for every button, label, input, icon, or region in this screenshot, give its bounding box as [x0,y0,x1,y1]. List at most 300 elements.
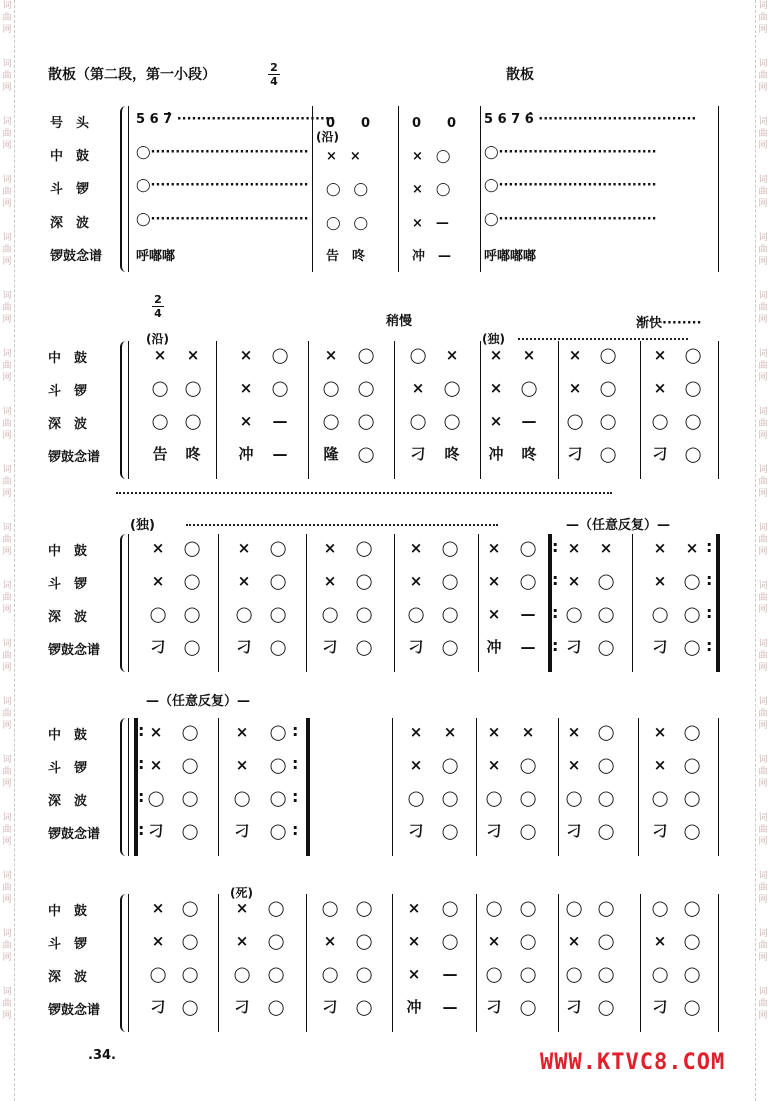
time-sig-bottom: 4 [270,75,278,88]
side-watermark-char: 词 [2,407,12,417]
notation-cell: × [487,539,501,557]
repeat-dots: : [292,721,299,740]
notation-cell: ◯ [441,572,459,590]
notation-cell: — [520,638,536,656]
barline [718,718,719,856]
side-watermark-char: 网 [758,547,768,557]
side-watermark-char: 曲 [2,593,12,603]
notation-cell: — [520,605,536,623]
side-watermark-char: 曲 [2,13,12,23]
notation-cell: ◯ [269,572,287,590]
notation-cell: 0 0 [412,116,457,131]
side-watermark-char: 网 [758,895,768,905]
notation-cell: × [149,723,163,741]
repeat-dots: : [292,820,299,839]
notation-cell: × [323,932,337,950]
time-sig-top: 2 [270,61,278,74]
instrument-label: 锣鼓念谱 [50,249,103,264]
instrument-label: 深 波 [48,610,88,625]
notation-cell: ◯ [441,932,459,950]
instrument-label: 中 鼓 [48,544,88,559]
notation-cell: ◯ [407,605,425,623]
side-watermark-char: 网 [2,431,12,441]
notation-cell: ◯ [651,789,669,807]
notation-cell: 刁 [236,638,252,656]
side-watermark-char: 词 [758,581,768,591]
notation-cell: — [442,965,458,983]
barline [718,894,719,1032]
barline [398,106,399,272]
side-watermark-char: 曲 [2,477,12,487]
side-watermark-char: 词 [2,465,12,475]
side-watermark-char: 网 [758,489,768,499]
instrument-label: 斗 锣 [48,384,88,399]
notation-cell: ◯ [441,789,459,807]
barline [632,534,633,672]
side-watermark-char: 网 [2,315,12,325]
notation-cell: ◯ [519,539,537,557]
notation-cell: ◯ [267,965,285,983]
notation-cell: × [407,932,421,950]
notation-cell: ◯ [151,379,169,397]
notation-cell: 5 6 7 6̂ ································ [484,112,697,127]
side-watermark-char: 网 [2,895,12,905]
instrument-label: 深 波 [50,216,90,231]
notation-cell: 咚 [185,445,201,463]
notation-cell: 告 咚 [326,249,366,264]
notation-cell: × [599,539,613,557]
notation-cell: ◯ [269,789,287,807]
side-watermark-left [0,0,15,1101]
barline [216,341,217,479]
notation-cell: ◯································ [484,178,657,193]
notation-cell: × [487,572,501,590]
notation-cell: ◯ [599,379,617,397]
notation-cell: 冲 [488,445,504,463]
barline [128,341,129,479]
notation-cell: ◯ [355,932,373,950]
notation-cell: ◯ [184,379,202,397]
notation-cell: ◯ [441,605,459,623]
notation-cell: × [487,723,501,741]
side-watermark-char: 词 [2,117,12,127]
side-watermark-char: 网 [758,779,768,789]
side-watermark-char: 曲 [2,129,12,139]
notation-cell: 刁 [566,638,582,656]
notation-cell: × [653,379,667,397]
dotted-line [186,524,498,526]
notation-cell: ◯ [684,346,702,364]
notation-cell: ◯ [597,789,615,807]
notation-cell: ◯ [441,756,459,774]
notation-cell: × [445,346,459,364]
side-watermark-char: 曲 [758,361,768,371]
notation-cell: ◯ [565,605,583,623]
notation-cell: × [567,756,581,774]
side-watermark-char: 词 [758,465,768,475]
side-watermark-char: 网 [2,25,12,35]
notation-cell: × [323,539,337,557]
side-watermark-char: 词 [758,117,768,127]
notation-cell: ◯ [597,965,615,983]
side-watermark-char: 词 [2,929,12,939]
instrument-label: 深 波 [48,794,88,809]
notation-cell: × [567,932,581,950]
time-sig-top: 2 [154,293,162,306]
notation-cell: ◯ [181,822,199,840]
barline [218,534,219,672]
repeat-dots: : [552,636,559,655]
notation-cell: 咚 [444,445,460,463]
notation-cell: × [487,932,501,950]
notation-cell: ◯ [566,412,584,430]
side-watermark-char: 词 [758,929,768,939]
notation-cell: × × [326,149,361,164]
notation-cell: ◯ [181,723,199,741]
notation-cell: × [653,539,667,557]
side-watermark-char: 网 [2,837,12,847]
notation-cell: × ◯ [412,149,451,164]
side-watermark-char: 词 [758,291,768,301]
notation-cell: ◯ [683,638,701,656]
notation-cell: ◯ [443,412,461,430]
repeat-dots: : [138,820,145,839]
instrument-label: 斗 锣 [48,761,88,776]
notation-cell: ◯ [409,346,427,364]
instrument-label: 锣鼓念谱 [48,827,101,842]
notation-cell: ◯ [355,899,373,917]
side-watermark-char: 网 [758,199,768,209]
barline [128,534,129,672]
barline [716,534,720,672]
annotation-si: (死) [230,886,253,900]
site-watermark: WWW.KTVC8.COM [540,1050,726,1075]
side-watermark-char: 词 [2,987,12,997]
notation-cell: × [235,932,249,950]
notation-cell: 呼嘟嘟嘟 [484,249,537,264]
notation-cell: × [409,572,423,590]
side-watermark-char: 网 [2,663,12,673]
notation-cell: × [237,539,251,557]
notation-cell: ◯································ [136,212,309,227]
side-watermark-char: 词 [2,639,12,649]
notation-cell: ◯ [683,998,701,1016]
notation-cell: × [489,412,503,430]
notation-cell: ◯ [519,756,537,774]
notation-cell: ◯ [269,723,287,741]
barline [312,106,313,272]
side-watermark-char: 曲 [758,245,768,255]
notation-cell: × [411,379,425,397]
annotation-du: (独) [130,518,155,533]
side-watermark-char: 曲 [2,941,12,951]
notation-cell: 刁 [486,998,502,1016]
notation-cell: 刁 [567,445,583,463]
notation-cell: ◯ [355,539,373,557]
notation-cell: ◯ [269,822,287,840]
notation-cell: ◯ [235,605,253,623]
notation-cell: ◯ [183,638,201,656]
notation-cell: ◯ [684,379,702,397]
notation-cell: × [237,572,251,590]
repeat-dots: : [138,787,145,806]
notation-cell: ◯ [322,412,340,430]
side-watermark-char: 曲 [2,767,12,777]
repeat-dots: : [292,754,299,773]
side-watermark-char: 曲 [2,419,12,429]
notation-cell: ◯ [683,723,701,741]
instrument-label: 斗 锣 [48,937,88,952]
side-watermark-char: 网 [758,315,768,325]
side-watermark-char: 网 [2,1011,12,1021]
notation-cell: ◯ [183,539,201,557]
side-watermark-char: 词 [2,291,12,301]
side-watermark-char: 词 [2,523,12,533]
notation-cell: ◯ [267,998,285,1016]
section-title-2: 散板 [506,67,534,83]
repeat-dots: : [138,754,145,773]
side-watermark-char: 词 [758,871,768,881]
side-watermark-char: 曲 [758,129,768,139]
notation-cell: × [653,572,667,590]
notation-cell: ◯ [565,899,583,917]
notation-cell: × [409,723,423,741]
side-watermark-char: 曲 [758,593,768,603]
notation-cell: ◯ [183,605,201,623]
annotation-du: (独) [482,332,505,346]
notation-cell: × [568,346,582,364]
notation-cell: ◯ [599,445,617,463]
notation-cell: ◯ [441,638,459,656]
notation-cell: ◯ [357,346,375,364]
notation-cell: 刁 [566,822,582,840]
side-watermark-right [755,0,770,1101]
side-watermark-char: 词 [2,697,12,707]
notation-cell: × [149,756,163,774]
notation-cell: ◯ [651,899,669,917]
barline [640,894,641,1032]
side-watermark-char: 曲 [2,535,12,545]
notation-cell: × [653,756,667,774]
notation-cell: ◯ [683,899,701,917]
notation-cell: ◯ [271,379,289,397]
side-watermark-char: 词 [2,233,12,243]
side-watermark-char: 网 [2,489,12,499]
notation-cell: ◯ [651,965,669,983]
notation-cell: × [567,572,581,590]
instrument-label: 锣鼓念谱 [48,450,101,465]
notation-cell: ◯ [269,539,287,557]
notation-cell: ◯ [519,932,537,950]
notation-cell: ◯ ◯ [326,216,369,231]
barline [306,534,307,672]
side-watermark-char: 网 [758,953,768,963]
side-watermark-char: 网 [2,257,12,267]
notation-cell: ◯ [355,965,373,983]
annotation-repeat: —（任意反复）— [566,518,671,533]
notation-cell: 刁 [408,822,424,840]
notation-cell: ◯ [485,899,503,917]
notation-cell: ◯ [357,379,375,397]
side-watermark-char: 词 [2,59,12,69]
side-watermark-char: 词 [758,755,768,765]
notation-cell: ◯ [233,789,251,807]
notation-cell: ◯ [651,605,669,623]
notation-cell: ◯ [441,539,459,557]
notation-cell: — [442,998,458,1016]
side-watermark-char: 网 [2,547,12,557]
notation-cell: ◯ [357,412,375,430]
notation-cell: × [489,379,503,397]
side-watermark-char: 网 [2,373,12,383]
notation-cell: ◯································ [136,178,309,193]
side-watermark-char: 曲 [758,303,768,313]
barline [218,894,219,1032]
side-watermark-char: 曲 [2,651,12,661]
side-watermark-char: 曲 [2,825,12,835]
notation-cell: ◯ [355,572,373,590]
notation-cell: × [685,539,699,557]
repeat-dots: : [706,537,713,556]
notation-cell: × [567,723,581,741]
notation-cell: ◯ [441,899,459,917]
barline [128,894,129,1032]
side-watermark-char: 曲 [758,709,768,719]
notation-cell: 刁 [148,822,164,840]
repeat-dots: : [552,603,559,622]
side-watermark-char: 词 [758,639,768,649]
side-watermark-char: 词 [758,59,768,69]
side-watermark-char: 曲 [758,187,768,197]
side-watermark-char: 曲 [758,71,768,81]
instrument-label: 锣鼓念谱 [48,1003,101,1018]
notation-cell: ◯ [269,605,287,623]
notation-cell: ◯ [181,789,199,807]
notation-cell: × [443,723,457,741]
barline [308,341,309,479]
notation-cell: ◯ [683,572,701,590]
side-watermark-char: 词 [2,1,12,11]
notation-cell: ◯ [519,965,537,983]
notation-cell: ◯ [520,379,538,397]
notation-cell: 刁 [410,445,426,463]
side-watermark-char: 网 [2,605,12,615]
notation-cell: 刁 [322,638,338,656]
annotation-yan: (沿) [146,332,169,346]
notation-cell: ◯ [321,899,339,917]
notation-cell: ◯ [683,932,701,950]
notation-cell: ◯································ [136,145,309,160]
time-signature [268,62,280,87]
side-watermark-char: 曲 [758,941,768,951]
side-watermark-char: 网 [2,141,12,151]
notation-cell: ◯ [321,605,339,623]
side-watermark-char: 网 [758,25,768,35]
side-watermark-char: 词 [758,175,768,185]
side-watermark-char: 网 [2,721,12,731]
notation-cell: 告 [152,445,168,463]
notation-cell: ◯ [485,965,503,983]
instrument-label: 斗 锣 [50,182,90,197]
notation-cell: ◯ [181,965,199,983]
instrument-label: 锣鼓念谱 [48,643,101,658]
side-watermark-char: 词 [758,1,768,11]
notation-cell: × [653,932,667,950]
barline [394,341,395,479]
repeat-dots: : [706,636,713,655]
notation-cell: ◯ [357,445,375,463]
annotation-jiankuai: 渐快········ [636,316,702,331]
notation-cell: × [153,346,167,364]
notation-cell: 刁 [652,998,668,1016]
notation-cell: ◯ [269,756,287,774]
notation-cell: ◯ [271,346,289,364]
notation-cell: ◯ [149,605,167,623]
notation-cell: ◯ [181,998,199,1016]
notation-cell: ◯ [443,379,461,397]
side-watermark-char: 网 [758,605,768,615]
notation-cell: 刁 [150,998,166,1016]
side-watermark-char: 网 [2,953,12,963]
side-watermark-char: 词 [758,233,768,243]
side-watermark-char: 曲 [758,651,768,661]
annotation-yan: (沿) [316,130,339,144]
side-watermark-char: 曲 [2,709,12,719]
notation-cell: 0 0 [326,116,371,131]
notation-cell: × [235,723,249,741]
side-watermark-char: 曲 [758,767,768,777]
notation-cell: ◯ [597,605,615,623]
notation-cell: ◯ [651,412,669,430]
side-watermark-char: 词 [2,755,12,765]
notation-cell: 刁 [486,822,502,840]
notation-cell: 刁 [408,638,424,656]
notation-cell: × [151,539,165,557]
notation-cell: ◯ [683,605,701,623]
side-watermark-char: 曲 [2,245,12,255]
notation-cell: × [324,346,338,364]
barline [306,718,310,856]
notation-cell: ◯ [597,932,615,950]
notation-cell: × [407,899,421,917]
notation-cell: ◯ [149,965,167,983]
notation-cell: ◯ [597,723,615,741]
notation-cell: ◯ [441,822,459,840]
notation-cell: 刁 [322,998,338,1016]
repeat-dots: : [552,570,559,589]
notation-cell: 冲 [486,638,502,656]
repeat-dots: : [706,570,713,589]
notation-cell: ◯ [267,932,285,950]
barline [392,894,393,1032]
notation-cell: 刁 [652,822,668,840]
notation-cell: ◯ [147,789,165,807]
side-watermark-char: 网 [758,1011,768,1021]
notation-cell: × [568,379,582,397]
notation-cell: ◯ [683,822,701,840]
barline [306,894,307,1032]
page-number: .34. [88,1048,116,1063]
repeat-dots: : [292,787,299,806]
barline [638,718,639,856]
side-watermark-char: 曲 [758,825,768,835]
section-title: 散板（第二段，第一小段） [48,67,216,83]
notation-cell: × [151,899,165,917]
instrument-label: 斗 锣 [48,577,88,592]
notation-cell: × [239,379,253,397]
side-watermark-char: 网 [758,257,768,267]
side-watermark-char: 曲 [758,419,768,429]
